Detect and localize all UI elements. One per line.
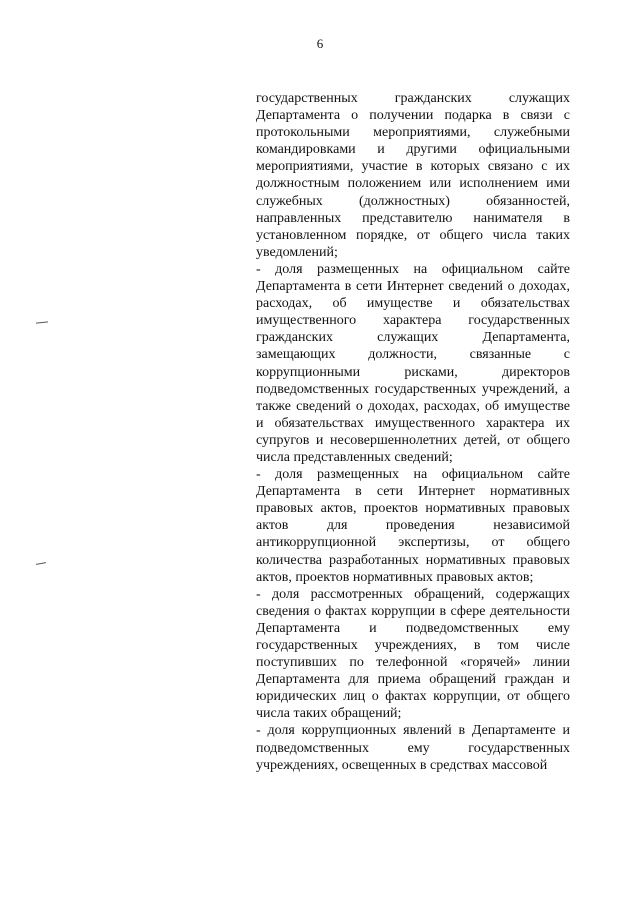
- scan-mark: [36, 562, 46, 565]
- paragraph-uvedomleniya: государственных гражданских служащих Департамента о получении подарка в связи с протокольными мероприятиями, служебными командировками и другими официальными мероприятиями, участие в которых связано с их должностным положением или исполнением ими служебных (должностных) обязанностей, направленных представителю нанимателя в установленном порядке, от общего числа таких уведомлений;: [256, 91, 570, 260]
- scan-mark: [36, 321, 48, 323]
- paragraph-svedeniya-o-dohodah: - доля размещенных на официальном сайте Департамента в сети Интернет сведений о доходах, расходах, об имуществе и обязательствах имущественного характера государственных гражданских служащих Департамента, замещающих должности, связанные с коррупционными рисками, директоров подведомственных государственных учреждений, а также сведений о доходах, расходах, об имуществе и обязательствах имущественного характера их супругов и несовершеннолетних детей, от общего числа представленных сведений;: [256, 261, 570, 465]
- page-number: 6: [316, 36, 324, 51]
- paragraph-obrascheniya: - доля рассмотренных обращений, содержащих сведения о фактах коррупции в сфере деятельности Департамента и подведомственных ему государственных учреждениях, в том числе поступивших по телефонной «горячей» линии Департамента для приема обращений граждан и юридических лиц о фактах коррупции, от общего числа таких обращений;: [256, 586, 570, 722]
- paragraph-korrupcionnye-yavleniya: - доля коррупционных явлений в Департаменте и подведомственных ему государственных учреждениях, освещенных в средствах массовой: [256, 723, 570, 773]
- paragraph-normativnye-akty: - доля размещенных на официальном сайте Департамента в сети Интернет нормативных правовых актов, проектов нормативных правовых актов для проведения независимой антикоррупционной экспертизы, от общего количества разработанных нормативных правовых актов, проектов нормативных правовых актов;: [256, 467, 570, 585]
- document-text-column: [256, 90, 570, 774]
